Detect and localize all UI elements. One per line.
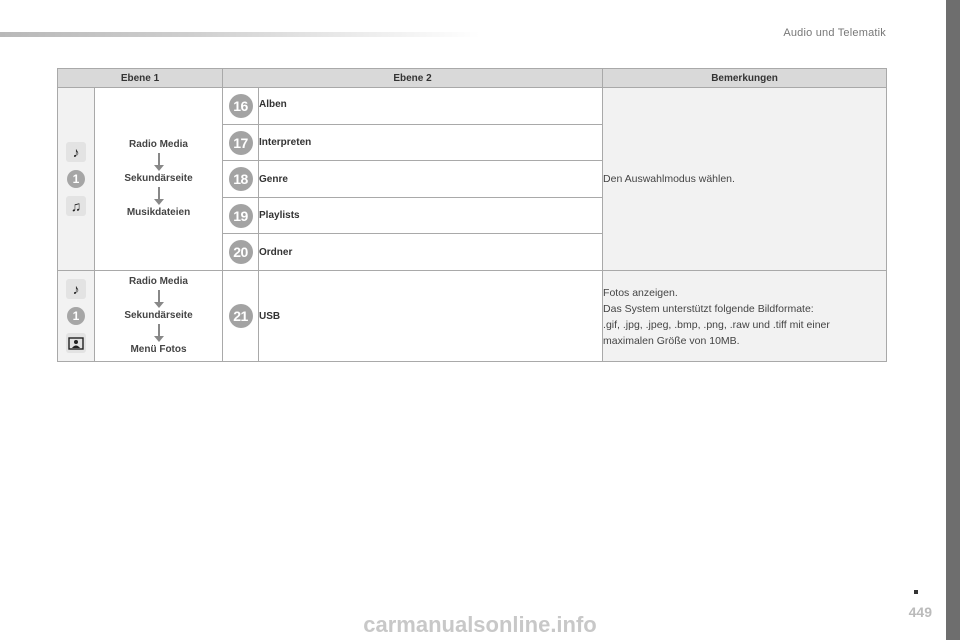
level1-path-cell — [95, 271, 223, 362]
step-badge: 1 — [67, 170, 85, 188]
section-title: Audio und Telematik — [783, 27, 886, 39]
menu-item-genre: Genre — [259, 161, 603, 198]
level1-path-cell — [95, 88, 223, 271]
level-label: Musikdateien — [126, 207, 191, 218]
level-label: Radio Media — [129, 276, 188, 287]
step-number-cell — [223, 125, 259, 161]
menu-item-playlists: Playlists — [259, 198, 603, 234]
number-badge: 18 — [229, 167, 253, 191]
number-badge: 20 — [229, 240, 253, 264]
table-row — [58, 271, 887, 362]
step-badge: 1 — [67, 307, 85, 325]
level1-icons-cell — [58, 271, 95, 362]
arrow-down-icon — [154, 187, 164, 205]
level-label: Radio Media — [129, 139, 188, 150]
side-strip — [946, 0, 960, 640]
step-number-cell — [223, 88, 259, 125]
header-ebene-1: Ebene 1 — [58, 69, 223, 88]
step-number-cell — [223, 161, 259, 198]
header-ebene-2: Ebene 2 — [223, 69, 603, 88]
menu-item-alben: Alben — [259, 88, 603, 125]
music-note-icon: ♪ — [66, 279, 86, 299]
footer-marker — [914, 590, 918, 594]
remark-line: Fotos anzeigen. — [603, 287, 678, 299]
level-label: Sekundärseite — [124, 173, 193, 184]
number-badge: 21 — [229, 304, 253, 328]
menu-table — [57, 68, 887, 362]
step-number-cell — [223, 234, 259, 271]
number-badge: 17 — [229, 131, 253, 155]
level-label: Sekundärseite — [124, 310, 193, 321]
table-row — [58, 88, 887, 125]
photo-frame-icon — [68, 337, 84, 350]
header-bemerkungen: Bemerkungen — [603, 69, 887, 88]
arrow-down-icon — [154, 290, 164, 308]
page-number: 449 — [908, 604, 932, 620]
watermark: carmanualsonline.info — [363, 612, 597, 637]
table-header-row — [58, 69, 887, 88]
menu-item-ordner: Ordner — [259, 234, 603, 271]
number-badge: 19 — [229, 204, 253, 228]
number-badge: 16 — [229, 94, 253, 118]
step-number-cell — [223, 271, 259, 362]
top-decor-bar — [0, 32, 480, 37]
music-notes-icon: ♫ — [66, 196, 86, 216]
arrow-down-icon — [154, 324, 164, 342]
menu-item-usb: USB — [259, 271, 603, 362]
step-number-cell — [223, 198, 259, 234]
remark-line: maximalen Größe von 10MB. — [603, 335, 740, 347]
arrow-down-icon — [154, 153, 164, 171]
music-note-icon: ♪ — [66, 142, 86, 162]
photo-icon — [66, 333, 86, 353]
remark-cell: Den Auswahlmodus wählen. — [603, 88, 887, 271]
remark-line: Das System unterstützt folgende Bildformate: — [603, 303, 814, 315]
remark-line: .gif, .jpg, .jpeg, .bmp, .png, .raw und .tiff mit einer — [603, 319, 830, 331]
remark-cell — [603, 271, 887, 362]
menu-item-interpreten: Interpreten — [259, 125, 603, 161]
level1-icons-cell — [58, 88, 95, 271]
level-label: Menü Fotos — [130, 344, 187, 355]
